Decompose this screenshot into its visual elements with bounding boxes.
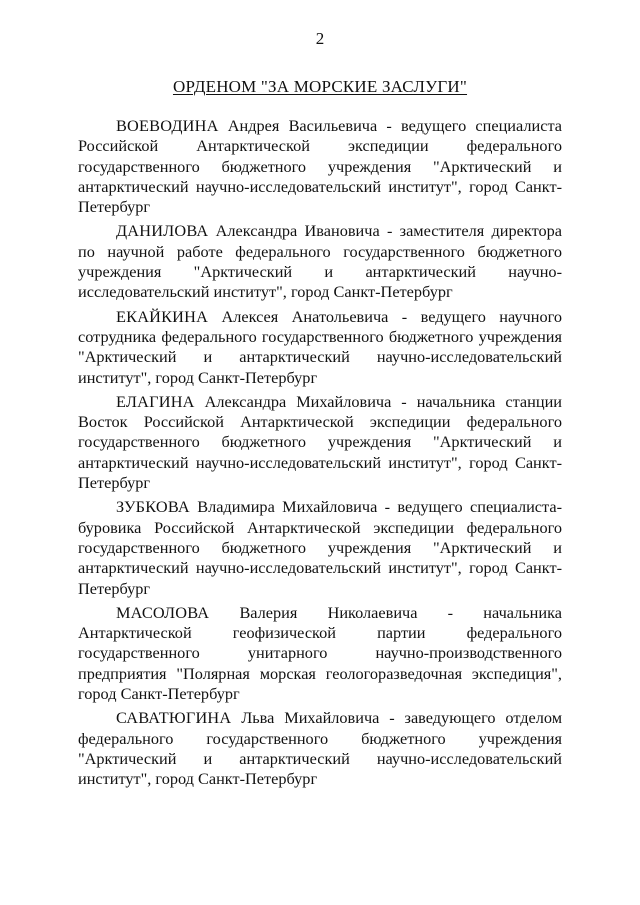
page-number: 2 — [315, 29, 325, 48]
awardee-entry — [78, 116, 562, 217]
awardee-details: Александра Ивановича - заместителя директора по научной работе федерального государственного бюджетного учреждения "Арктический и антарктический научно-исследовательский институт", город Санкт-Петербург — [78, 221, 562, 302]
awardee-entry — [78, 221, 562, 302]
awardee-entry — [78, 392, 562, 493]
awardee-entry — [78, 307, 562, 388]
awardee-details: Льва Михайловича - заведующего отделом федерального государственного бюджетного учреждения "Арктический и антарктический научно-исследовательский институт", город Санкт-Петербург — [78, 708, 562, 789]
awardee-surname: ЗУБКОВА — [116, 497, 190, 517]
awardee-surname: МАСОЛОВА — [116, 602, 210, 622]
awardee-surname: САВАТЮГИНА — [116, 708, 232, 728]
awardee-entry — [78, 497, 562, 598]
awardee-details: Владимира Михайловича - ведущего специалиста-буровика Российской Антарктической экспедиции федерального государственного бюджетного учреждения "Арктический и антарктический научно-исследовательский институт", город Санкт-Петербург — [78, 497, 562, 598]
section-title — [0, 77, 640, 97]
section-title-text: ОРДЕНОМ "ЗА МОРСКИЕ ЗАСЛУГИ" — [172, 77, 468, 96]
awardee-details: Валерия Николаевича - начальника Антарктической геофизической партии федерального государственного унитарного научно-производственного предприятия "Полярная морская геологоразведочная экспедиция", город Санкт-Петербург — [78, 602, 562, 704]
awardee-details: Александра Михайловича - начальника станции Восток Российской Антарктической экспедиции федерального государственного бюджетного учреждения "Арктический и антарктический научно-исследовательский институт", город Санкт-Петербург — [78, 391, 562, 493]
awardee-details: Алексея Анатольевича - ведущего научного сотрудника федерального государственного бюджетного учреждения "Арктический и антарктический научно-исследовательский институт", город Санкт-Петербург — [78, 306, 562, 387]
awardee-list — [78, 116, 562, 794]
awardee-surname: ДАНИЛОВА — [116, 221, 209, 241]
awardee-surname: ВОЕВОДИНА — [116, 116, 219, 135]
awardee-entry — [78, 603, 562, 704]
awardee-surname: ЕЛАГИНА — [116, 391, 195, 411]
awardee-details: Андрея Васильевича - ведущего специалиста Российской Антарктической экспедиции федерального государственного бюджетного учреждения "Арктический и антарктический научно-исследовательский институт", город Санкт-Петербург — [78, 116, 562, 217]
awardee-surname: ЕКАЙКИНА — [116, 306, 209, 326]
awardee-entry — [78, 708, 562, 789]
